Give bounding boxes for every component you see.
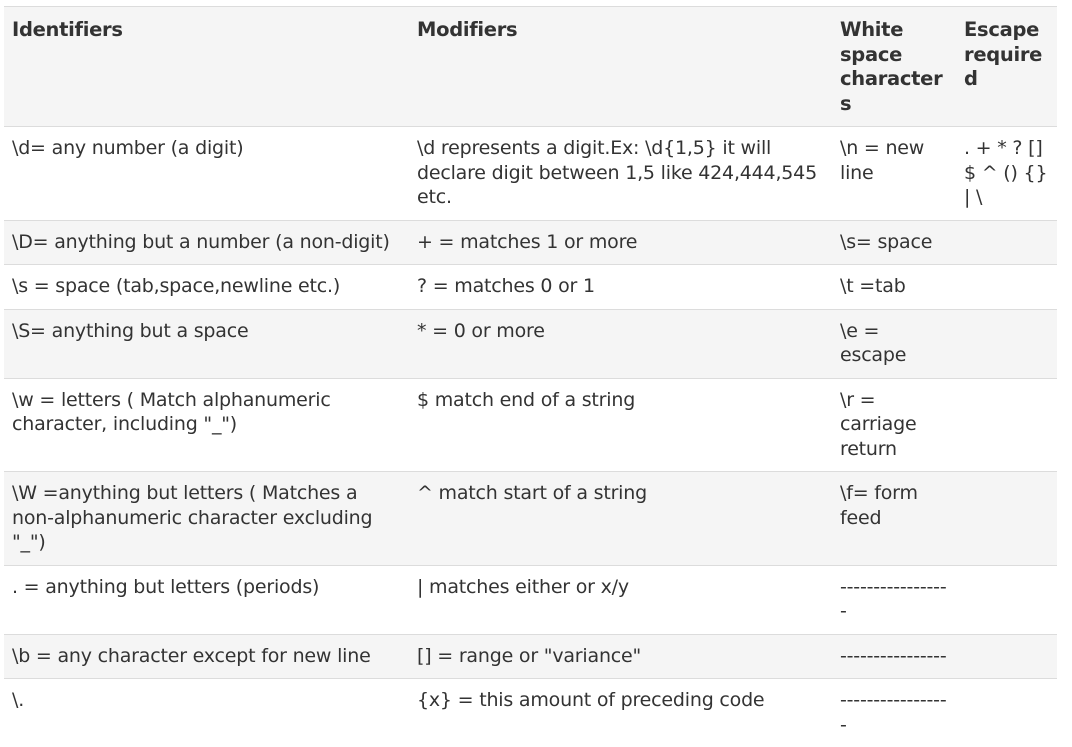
modifier-cell: \d represents a digit.Ex: \d{1,5} it will declare digit between 1,5 like 424,444,545 etc.: [409, 127, 832, 221]
regex-reference-table: [4, 6, 1057, 747]
table-row: [4, 127, 1057, 221]
identifier-cell: \d= any number (a digit): [4, 127, 409, 221]
table-row: [4, 378, 1057, 472]
modifier-cell: ? = matches 0 or 1: [409, 265, 832, 310]
identifier-cell: \s = space (tab,space,newline etc.): [4, 265, 409, 310]
header-escape-required: Escape required: [956, 7, 1057, 127]
identifier-cell: \W =anything but letters ( Matches a non-alphanumeric character excluding "_"): [4, 472, 409, 566]
modifier-cell: + = matches 1 or more: [409, 220, 832, 265]
table-row: [4, 679, 1057, 747]
modifier-cell: $ match end of a string: [409, 378, 832, 472]
white-space-cell: \r = carriage return: [832, 378, 956, 472]
escape-cell: [956, 472, 1057, 566]
escape-cell: [956, 378, 1057, 472]
white-space-cell: \s= space: [832, 220, 956, 265]
white-space-cell: \e = escape: [832, 309, 956, 378]
header-white-space-characters: White space characters: [832, 7, 956, 127]
identifier-cell: . = anything but letters (periods): [4, 565, 409, 634]
white-space-cell: \t =tab: [832, 265, 956, 310]
identifier-cell: \S= anything but a space: [4, 309, 409, 378]
identifier-cell: \w = letters ( Match alphanumeric character, including "_"): [4, 378, 409, 472]
escape-cell: [956, 634, 1057, 679]
white-space-cell: \f= form feed: [832, 472, 956, 566]
table-row: [4, 309, 1057, 378]
identifier-cell: \.: [4, 679, 409, 747]
header-modifiers: Modifiers: [409, 7, 832, 127]
table-row: [4, 472, 1057, 566]
header-identifiers: Identifiers: [4, 7, 409, 127]
modifier-cell: * = 0 or more: [409, 309, 832, 378]
escape-cell: [956, 309, 1057, 378]
table-row: [4, 220, 1057, 265]
table-row: [4, 634, 1057, 679]
modifier-cell: [] = range or "variance": [409, 634, 832, 679]
header-row: [4, 7, 1057, 127]
escape-cell: [956, 565, 1057, 634]
escape-cell: [956, 220, 1057, 265]
white-space-cell: ----------------: [832, 634, 956, 679]
identifier-cell: \b = any character except for new line: [4, 634, 409, 679]
table-row: [4, 265, 1057, 310]
white-space-cell: -----------------: [832, 679, 956, 747]
escape-cell: . + * ? [] $ ^ () {} | \: [956, 127, 1057, 221]
white-space-cell: -----------------: [832, 565, 956, 634]
identifier-cell: \D= anything but a number (a non-digit): [4, 220, 409, 265]
white-space-cell: \n = new line: [832, 127, 956, 221]
escape-cell: [956, 265, 1057, 310]
escape-cell: [956, 679, 1057, 747]
table-row: [4, 565, 1057, 634]
modifier-cell: ^ match start of a string: [409, 472, 832, 566]
modifier-cell: | matches either or x/y: [409, 565, 832, 634]
modifier-cell: {x} = this amount of preceding code: [409, 679, 832, 747]
